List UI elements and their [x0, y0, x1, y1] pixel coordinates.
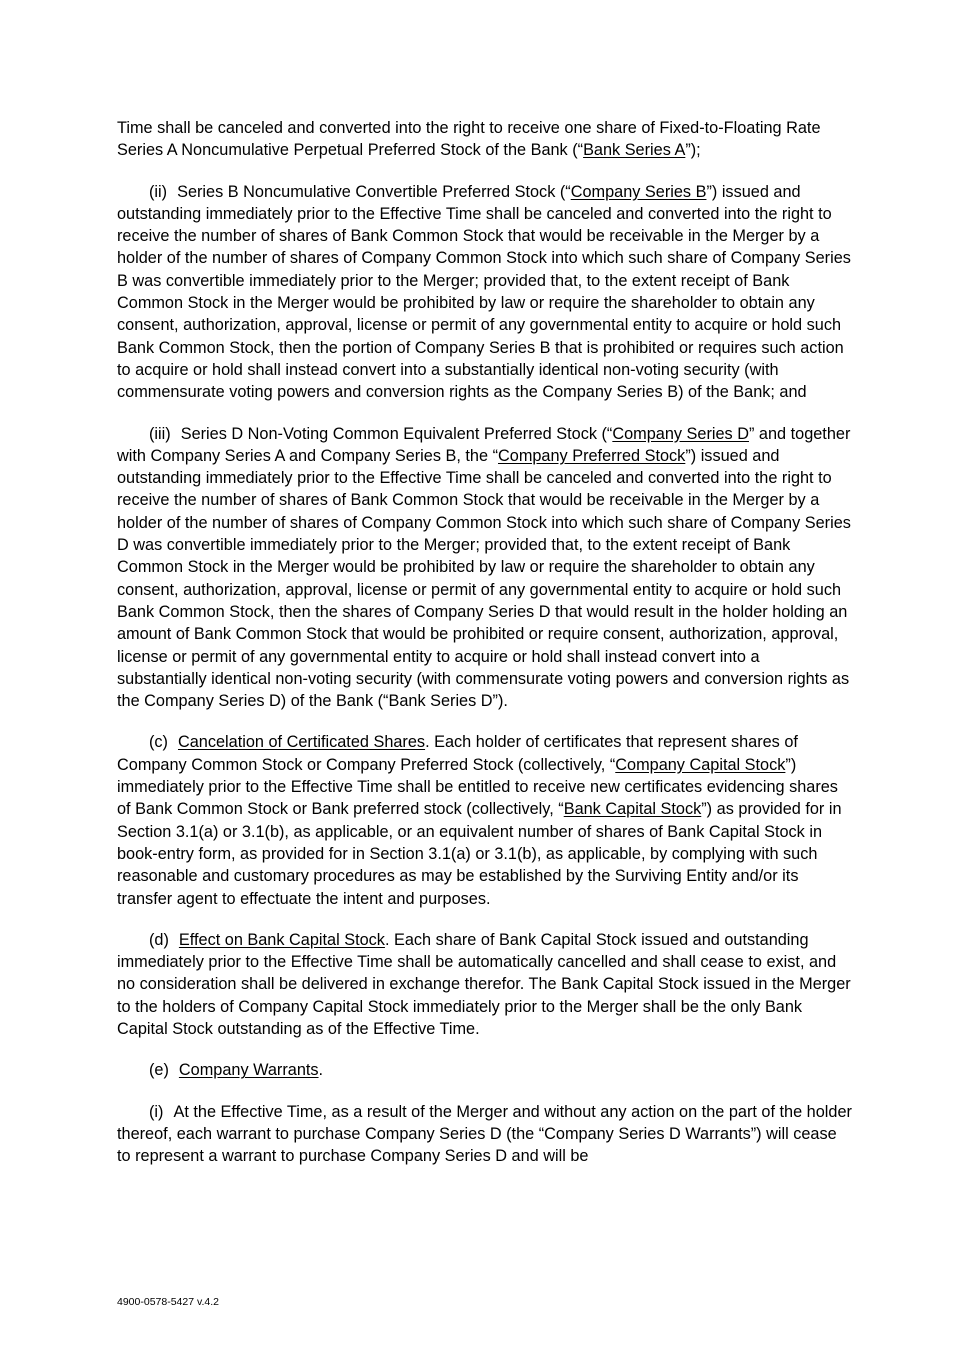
- paragraph-text: . Each holder of certificates that represent shares of Company Common Stock or Company Preferred Stock (collectively, “: [117, 733, 798, 774]
- paragraph-number: (i): [149, 1102, 164, 1121]
- paragraph-text: .: [318, 1061, 324, 1080]
- paragraph-text: ”) immediately prior to the Effective Time shall be entitled to receive new certificates evidencing shares of Bank Common Stock or Bank preferred stock (collectively, “: [117, 755, 838, 819]
- paragraph-text: Time shall be canceled and converted into the right to receive one share of Fixed-to-Floating Rate Series A Noncumulative Perpetual Preferred Stock of the Bank (“: [117, 119, 821, 160]
- paragraph-ii-series-b: [117, 181, 852, 404]
- defined-term-company-capital-stock: Company Capital Stock: [615, 755, 786, 774]
- section-heading-warrants: Company Warrants: [178, 1061, 319, 1080]
- defined-term-company-series-b: Company Series B: [570, 182, 707, 201]
- section-heading-effect: Effect on Bank Capital Stock: [178, 930, 385, 949]
- paragraph-text: . Each share of Bank Capital Stock issued and outstanding immediately prior to the Effective Time shall be automatically cancelled and shall cease to exist, and no consideration shall be delivered in exchange therefor. The Bank Capital Stock issued in the Merger to the holders of Company Capital Stock immediately prior to the Merger shall be the only Bank Capital Stock outstanding as of the Effective Time.: [117, 930, 851, 1038]
- paragraph-series-a-continued: [117, 117, 852, 162]
- document-body: [117, 117, 852, 1186]
- defined-term-bank-series-a: Bank Series A: [583, 141, 686, 160]
- paragraph-e-warrants: [117, 1059, 852, 1081]
- paragraph-text: Series B Noncumulative Convertible Preferred Stock (“: [177, 182, 571, 201]
- paragraph-number: (d): [149, 930, 169, 949]
- paragraph-text: At the Effective Time, as a result of the Merger and without any action on the part of the holder thereof, each warrant to purchase Company Series D (the “Company Series D Warrants”) will cease to represent a warrant to purchase Company Series D and will be: [117, 1102, 852, 1166]
- paragraph-d-effect: [117, 929, 852, 1040]
- defined-term-bank-capital-stock: Bank Capital Stock: [563, 800, 702, 819]
- defined-term-company-preferred-stock: Company Preferred Stock: [498, 446, 686, 465]
- paragraph-c-cancelation: [117, 731, 852, 909]
- paragraph-number: (ii): [149, 182, 168, 201]
- section-heading-cancelation: Cancelation of Certificated Shares: [177, 733, 426, 752]
- paragraph-iii-series-d: [117, 423, 852, 713]
- paragraph-text: ” and together with Company Series A and Company Series B, the “: [117, 424, 851, 465]
- paragraph-i-warrants: [117, 1101, 852, 1168]
- paragraph-text: ”) issued and outstanding immediately prior to the Effective Time shall be canceled and converted into the right to receive the number of shares of Bank Common Stock that would be receivable in the Merger by a holder of the number of shares of Company Common Stock into which such share of Company Series D was convertible immediately prior to the Merger; provided that, to the extent receipt of Bank Common Stock in the Merger would be prohibited by law or require the shareholder to obtain any consent, authorization, approval, license or permit of any governmental entity to acquire or hold such Bank Common Stock, then the shares of Company Series D that would result in the holder holding an amount of Bank Common Stock that would be prohibited or require consent, authorization, approval, license or permit of any governmental entity to acquire or hold shall instead convert into a substantially identical non-voting security (with commensurate voting powers and conversion rights as the Company Series D) of the Bank (“Bank Series D”).: [117, 446, 851, 711]
- paragraph-text: ”) issued and outstanding immediately prior to the Effective Time shall be canceled and converted into the right to receive the number of shares of Bank Common Stock that would be receivable in the Merger by a holder of the number of shares of Company Common Stock into which such share of Company Series B was convertible immediately prior to the Merger; provided that, to the extent receipt of Bank Common Stock in the Merger would be prohibited by law or require the shareholder to obtain any consent, authorization, approval, license or permit of any governmental entity to acquire or hold such Bank Common Stock, then the portion of Company Series B that is prohibited or requires such action to acquire or hold shall instead convert into a substantially identical non-voting security (with commensurate voting powers and conversion rights as the Company Series B) of the Bank; and: [117, 182, 851, 402]
- footer-doc-id: 4900-0578-5427 v.4.2: [117, 1296, 219, 1308]
- defined-term-company-series-d: Company Series D: [612, 424, 749, 443]
- paragraph-number: (c): [149, 733, 168, 752]
- paragraph-text: Series D Non-Voting Common Equivalent Preferred Stock (“: [180, 424, 613, 443]
- paragraph-text: ”) as provided for in Section 3.1(a) or 3.1(b), as applicable, or an equivalent number of shares of Bank Capital Stock in book-entry form, as provided for in Section 3.1(a) or 3.1(b), as applicable, by complying with such reasonable and customary procedures as may be established by the Surviving Entity and/or its transfer agent to effectuate the intent and purposes.: [117, 800, 842, 908]
- paragraph-number: (e): [149, 1061, 169, 1080]
- paragraph-text: ”);: [685, 141, 701, 160]
- paragraph-number: (iii): [149, 424, 171, 443]
